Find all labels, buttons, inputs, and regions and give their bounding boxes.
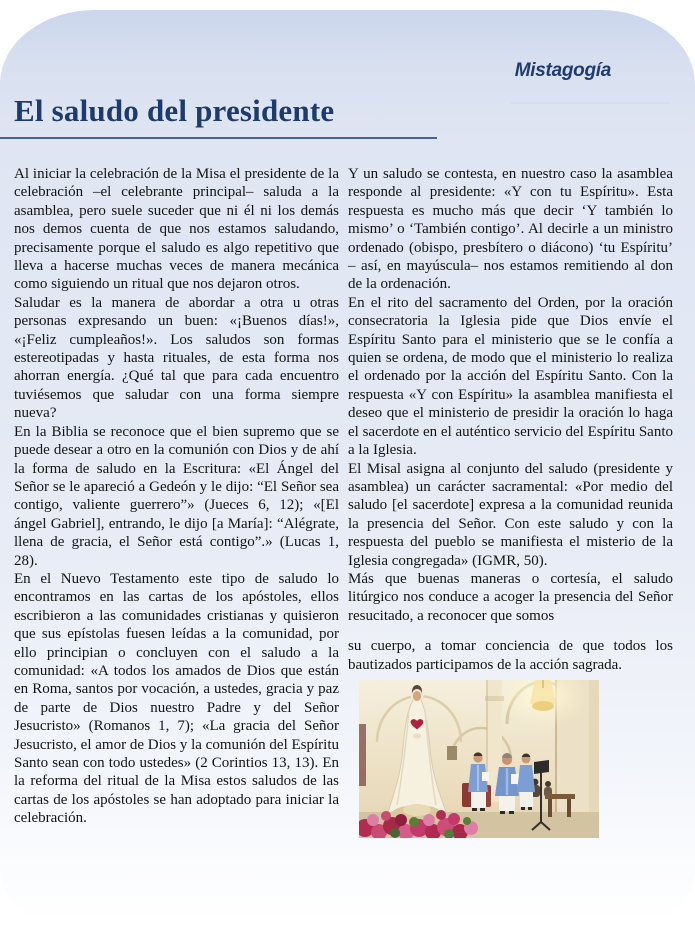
article-sheet (0, 10, 695, 925)
paragraph: Al iniciar la celebración de la Misa el presidente de la celebración –el celebrante principal– saluda a la asamblea, pero suele suceder que ni él ni los demás nos demos cuenta de que nos estamos saludando, precisamente porque el saludo es algo repetitivo que lleva a hacerse muchas veces de manera mecánica como siguiendo un ritual que nos dejaron otros. (14, 166, 339, 293)
article-columns (14, 165, 673, 838)
section-label: Mistagogía (514, 60, 611, 81)
title-rule (0, 137, 437, 139)
paragraph-continuation: su cuerpo, a tomar conciencia de que todos los bautizados participamos de la acción sagrada. (348, 638, 673, 673)
paragraph: Y un saludo se contesta, en nuestro caso la asamblea responde al presidente: «Y con tu Espíritu». Esta respuesta es mucho más que decir ‘Y también lo mismo’ o ‘También contigo’. Al decirle a un ministro ordenado (obispo, presbítero o diácono) ‘tu Espíritu’ – así, en mayúscula– nos estamos remitiendo al don de la ordenación. (348, 166, 673, 293)
right-column (348, 165, 673, 838)
paragraph: En la Biblia se reconoce que el bien supremo que se puede desear a otro en la comunión con Dios y de ahí la forma de saludo en la Escritura: «El Ángel del Señor se le apareció a Gedeón y le dijo: “El Señor sea contigo, valiente guerrero”» (Jueces 6, 12); «[El ángel Gabriel], entrando, le dijo [a María]: “Alégrate, llena de gracia, el Señor está contigo”.» (Lucas 1, 28). (14, 423, 339, 569)
church-mass-photo (359, 680, 599, 838)
paragraph: El Misal asigna al conjunto del saludo (presidente y asamblea) un carácter sacramental: «Por medio del saludo [el sacerdote] expresa a la comunidad reunida la presencia del Señor. Con este saludo y con la respuesta del pueblo se manifiesta el misterio de la Iglesia congregada» (IGMR, 50). (348, 460, 673, 569)
left-column (14, 165, 339, 838)
page-title: El saludo del presidente (14, 93, 335, 128)
paragraph: En el rito del sacramento del Orden, por la oración consecratoria la Iglesia pide que Dios envíe el Espíritu Santo para el ministerio que se le confía a quien se ordena, de modo que el ministerio lo realiza el ordenado por la acción del Espíritu Santo. Con la respuesta «Y con Espíritu» la asamblea manifiesta el deseo que el ministerio de presidir la oración lo haga el sacerdote en el auténtico servicio del Espíritu Santo a la Iglesia. (348, 294, 673, 459)
paragraph: Más que buenas maneras o cortesía, el saludo litúrgico nos conduce a acoger la presencia del Señor resucitado, a reconocer que somos (348, 570, 673, 624)
section-label-rule (510, 102, 670, 104)
paragraph: Saludar es la manera de abordar a otra u otras personas expresando un buen: «¡Buenos días!», «¡Feliz cumpleaños!». Los saludos son formas estereotipadas y hasta rituales, de esta forma nos ahorran energía. ¿Qué tal que para cada encuentro tuviésemos que saludar con una forma siempre nueva? (14, 294, 339, 422)
paragraph: En el Nuevo Testamento este tipo de saludo lo encontramos en las cartas de los apóstoles, ellos escribieron a las comunidades cristianas y quisieron que sus epístolas fuesen leídas a la comunidad, por ello principian o concluyen con el saludo a la comunidad: «A todos los amados de Dios que están en Roma, santos por vocación, a ustedes, gracia y paz de parte de Dios nuestro Padre y del Señor Jesucristo» (Romanos 1, 7); «La gracia del Señor Jesucristo, el amor de Dios y la comunión del Espíritu Santo sean con todo ustedes» (2 Corintios 13, 13). En la reforma del ritual de la Misa estos saludos de las cartas de los apóstoles se han adoptado para iniciar la celebración. (14, 570, 339, 827)
